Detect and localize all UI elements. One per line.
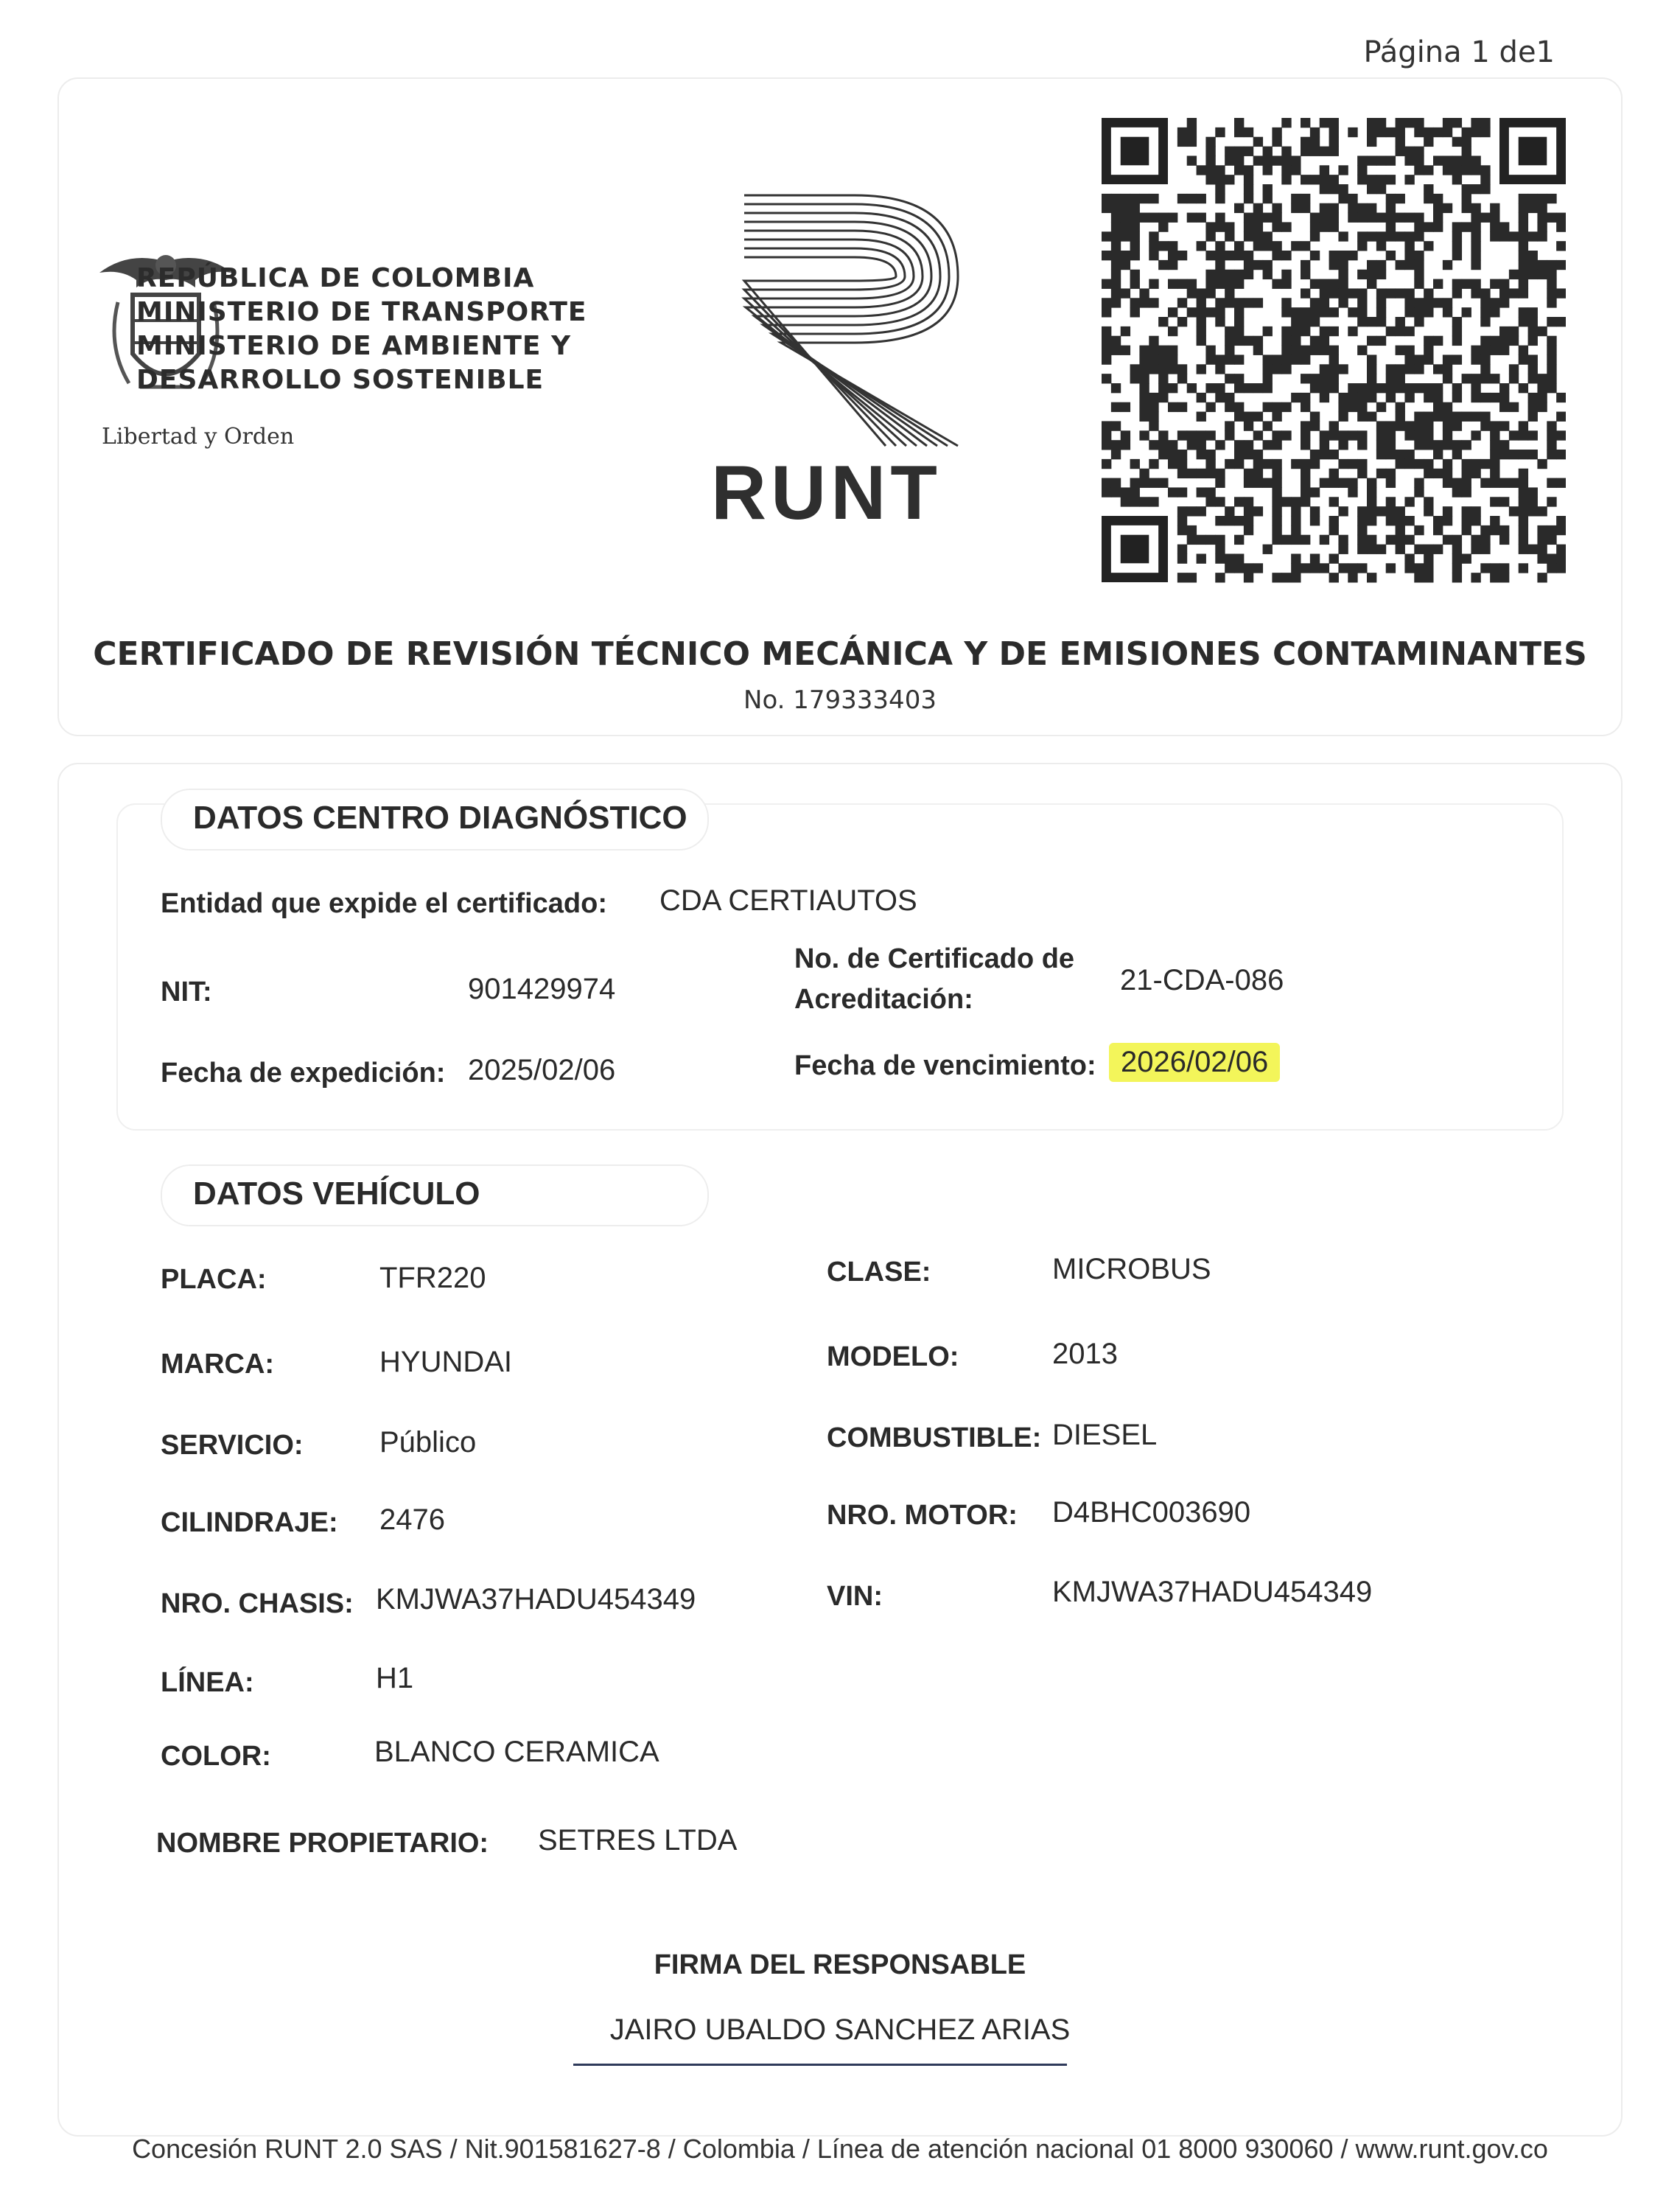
color-value: BLANCO CERAMICA <box>374 1736 659 1768</box>
marca-value: HYUNDAI <box>379 1346 513 1378</box>
linea-label: LÍNEA: <box>161 1667 254 1698</box>
servicio-label: SERVICIO: <box>161 1430 304 1461</box>
expedicion-value: 2025/02/06 <box>468 1054 616 1086</box>
gov-line-2: MINISTERIO DE TRANSPORTE <box>136 297 587 327</box>
motor-value: D4BHC003690 <box>1052 1496 1251 1529</box>
servicio-value: Público <box>379 1426 477 1459</box>
acreditacion-value: 21-CDA-086 <box>1120 964 1284 996</box>
centro-section-title: DATOS CENTRO DIAGNÓSTICO <box>193 800 687 836</box>
linea-value: H1 <box>376 1662 414 1694</box>
entidad-label: Entidad que expide el certificado: <box>161 888 608 919</box>
gov-line-4: DESARROLLO SOSTENIBLE <box>136 365 545 395</box>
runt-logo-text: RUNT <box>711 450 942 536</box>
vin-value: KMJWA37HADU454349 <box>1052 1576 1373 1608</box>
cilindraje-value: 2476 <box>379 1503 445 1536</box>
propietario-label: NOMBRE PROPIETARIO: <box>156 1828 489 1859</box>
gov-line-1: REPÚBLICA DE COLOMBIA <box>136 263 535 293</box>
expedicion-label: Fecha de expedición: <box>161 1058 446 1089</box>
signature-line <box>573 2064 1067 2066</box>
vin-label: VIN: <box>827 1581 883 1612</box>
modelo-label: MODELO: <box>827 1341 959 1372</box>
vencimiento-label: Fecha de vencimiento: <box>794 1050 1096 1081</box>
marca-label: MARCA: <box>161 1349 275 1380</box>
acreditacion-label-1: No. de Certificado de <box>794 943 1075 974</box>
color-label: COLOR: <box>161 1741 271 1772</box>
clase-label: CLASE: <box>827 1257 931 1288</box>
combustible-label: COMBUSTIBLE: <box>827 1422 1042 1453</box>
gov-line-3: MINISTERIO DE AMBIENTE Y <box>136 331 572 361</box>
footer: Concesión RUNT 2.0 SAS / Nit.901581627-8 / Colombia / Línea de atención nacional 01 8000 930060 / www.runt.gov.co <box>132 2134 1548 2164</box>
chasis-value: KMJWA37HADU454349 <box>376 1583 696 1616</box>
combustible-value: DIESEL <box>1052 1419 1158 1451</box>
clase-value: MICROBUS <box>1052 1253 1211 1285</box>
nit-value: 901429974 <box>468 973 616 1005</box>
page-number: Página 1 de1 <box>1363 35 1555 69</box>
runt-logo-icon <box>737 188 980 461</box>
certificate-title: CERTIFICADO DE REVISIÓN TÉCNICO MECÁNICA Y DE EMISIONES CONTAMINANTES <box>93 635 1587 673</box>
vencimiento-value: 2026/02/06 <box>1109 1043 1280 1082</box>
nit-label: NIT: <box>161 977 212 1007</box>
acreditacion-label-2: Acreditación: <box>794 984 973 1015</box>
entidad-value: CDA CERTIAUTOS <box>659 884 917 917</box>
vehiculo-section-title: DATOS VEHÍCULO <box>193 1176 480 1212</box>
government-heading <box>136 262 587 397</box>
chasis-label: NRO. CHASIS: <box>161 1588 354 1619</box>
modelo-value: 2013 <box>1052 1338 1118 1370</box>
motor-label: NRO. MOTOR: <box>827 1500 1018 1531</box>
placa-label: PLACA: <box>161 1264 267 1295</box>
certificate-number: No. 179333403 <box>743 685 937 715</box>
cilindraje-label: CILINDRAJE: <box>161 1507 338 1538</box>
qr-code-icon <box>1102 118 1566 593</box>
motto: Libertad y Orden <box>102 424 295 450</box>
firma-name: JAIRO UBALDO SANCHEZ ARIAS <box>609 2013 1071 2046</box>
propietario-value: SETRES LTDA <box>538 1824 738 1857</box>
placa-value: TFR220 <box>379 1262 486 1294</box>
firma-label: FIRMA DEL RESPONSABLE <box>654 1949 1026 1980</box>
